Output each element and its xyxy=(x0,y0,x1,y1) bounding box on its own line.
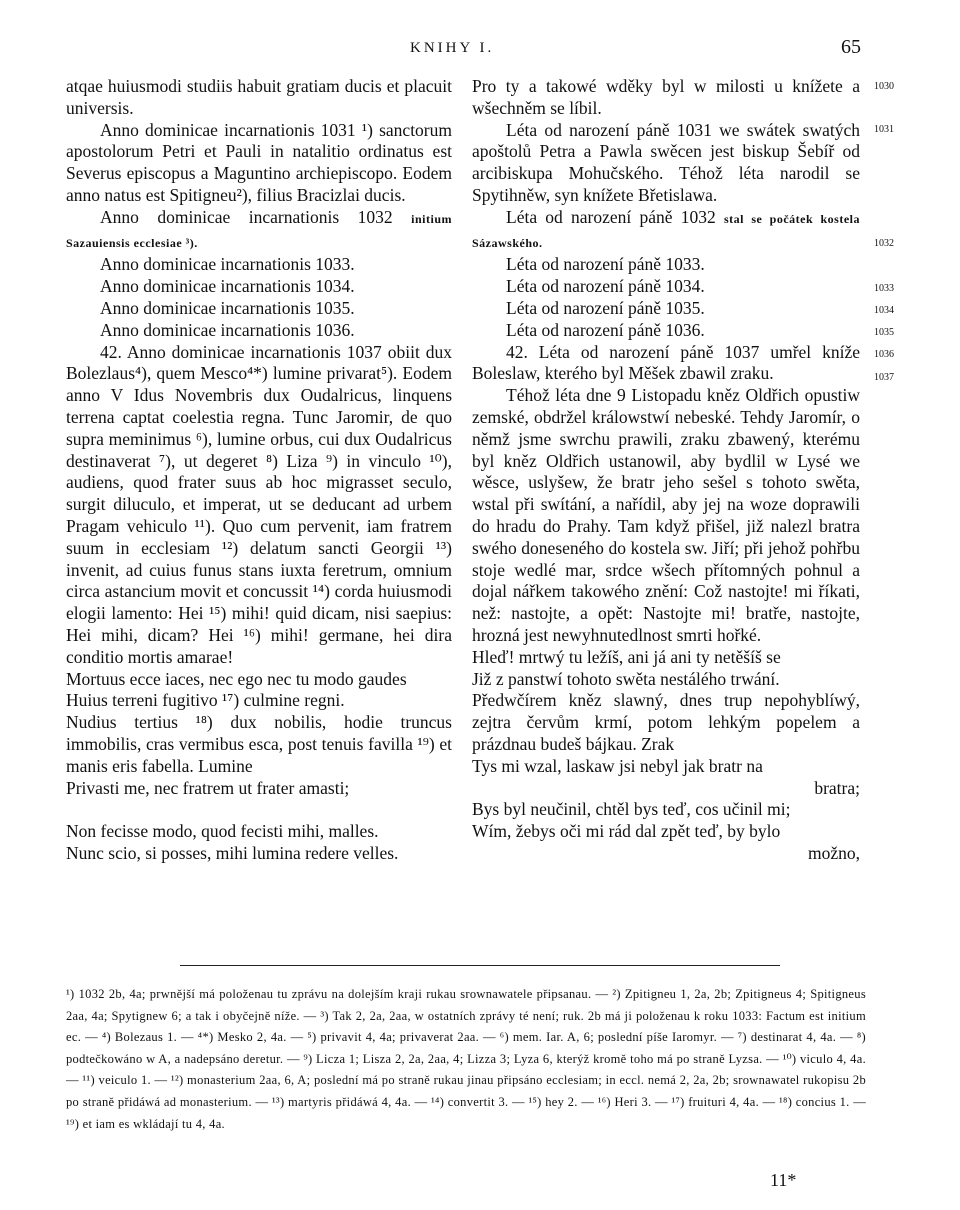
czech-entry-1035: Léta od narození páně 1035. xyxy=(506,297,705,318)
margin-year: 1034 xyxy=(874,305,894,316)
latin-entry-1032-note: initium Sazauiensis ecclesiae ³). xyxy=(66,211,452,250)
czech-verse-line: Již z panstwí tohoto swěta nestálého trwání. xyxy=(472,668,780,689)
latin-column xyxy=(66,76,452,865)
latin-entry-1036: Anno dominicae incarnationis 1036. xyxy=(100,319,355,340)
page-header xyxy=(0,34,960,64)
spacer xyxy=(66,799,452,821)
page-number: 65 xyxy=(841,36,861,58)
latin-entry-1033: Anno dominicae incarnationis 1033. xyxy=(100,254,355,275)
latin-verse-line: Non fecisse modo, quod fecisti mihi, malles. xyxy=(66,821,379,842)
margin-year: 1033 xyxy=(874,283,894,294)
latin-verse-line: Mortuus ecce iaces, nec ego nec tu modo gaudes xyxy=(66,668,407,689)
czech-paragraph: Léta od narození páně 1031 we swátek swatých apoštolů Petra a Pawla swěcen jest biskup Šebíř od arcibiskupa Mohučského. Téhož léta narodil se Spytihněw, syn knížete Břetislawa. xyxy=(472,119,860,205)
czech-column xyxy=(472,76,860,865)
czech-verse-line: Bys byl neučinil, chtěl bys teď, cos učinil mi; xyxy=(472,799,791,820)
signature-mark: 11* xyxy=(770,1170,797,1190)
footnote-rule xyxy=(180,965,780,966)
czech-verse-continuation: možno, xyxy=(807,842,860,863)
czech-paragraph: Téhož léta dne 9 Listopadu kněz Oldřich opustiw zemské, obdržel králowstwí nebeské. Tehdy Jaromír, o němž jsme swrchu prawili, zraku zbawený, kterému byl kněz Oldřich ustanowil, aby bydlil w Lysé we wěsce, uslyšew, že bratr jeho sešel s tohoto swěta, wstal při swítání, a nařídil, aby jej na woze doprawili do hradu do Prahy. Tam když přišel, již nalezl bratra swého doneseného do kostela sw. Jiří; při jehož pohřbu stoje wedlé mar, srdce wšech přítomných pohnul a dojal nářkem takowého znění: Což nastojte! mi říkati, než: nastojte, a opět: Nastojte mi! bratře, nastojte, hrozná jest newyhnutedlnost smrti hořké. xyxy=(472,385,860,645)
latin-verse-line: Privasti me, nec fratrem ut frater amasti; xyxy=(66,777,350,798)
czech-entry-1032-text: Léta od narození páně 1032 xyxy=(506,206,724,227)
latin-paragraph: atqae huiusmodi studiis habuit gratiam ducis et placuit universis. xyxy=(66,76,452,118)
czech-verse-line: Tys mi wzal, laskaw jsi nebyl jak bratr na xyxy=(472,755,763,776)
latin-entry-1034: Anno dominicae incarnationis 1034. xyxy=(100,276,355,297)
czech-entry-1032-note: stal se počátek kostela Sázawského. xyxy=(472,211,860,250)
latin-paragraph: Anno dominicae incarnationis 1031 ¹) sanctorum apostolorum Petri et Pauli in natalitio ordinatus est Severus episcopus a Maguntino archiepiscopo. Eodem anno natus est Spitigneu²), filius Bracizlai ducis. xyxy=(66,119,452,205)
latin-paragraph: Nudius tertius ¹⁸) dux nobilis, hodie truncus immobilis, cras vermibus esca, post tenuis favilla ¹⁹) et manis eris fabella. Lumine xyxy=(66,712,452,776)
czech-entry-1036: Léta od narození páně 1036. xyxy=(506,319,705,340)
czech-verse-line: Wím, žebys oči mi rád dal zpět teď, by bylo xyxy=(472,821,781,842)
czech-verse-line: Hleď! mrtwý tu ležíš, ani já ani ty netěšíš se xyxy=(472,646,781,667)
latin-entry-1032 xyxy=(66,207,452,255)
latin-paragraph-42: 42. Anno dominicae incarnationis 1037 obiit dux Bolezlaus⁴), quem Mesco⁴*) lumine privarat⁵). Eodem anno V Idus Novembris dux Oudalricus, linquens terrena captat coelestia regna. Tunc Jaromir, de quo supra meminimus ⁶), lumine orbus, cui dux Oudalricus destinaverat ⁷), ut degeret ⁸) Liza ⁹) in vinculo ¹⁰), audiens, quod frater suus ab hoc migrasset seculo, surgit diluculo, et imperat, ut se deducant ad urbem Pragam vehiculo ¹¹). Quo cum pervenit, iam fratrem suum in ecclesiam ¹²) delatum sancti Georgii ¹³) invenit, ad cuius funus stans iuxta feretrum, omnium circa astancium movit et concussit ¹⁴) corda huiusmodi elogii lamento: Hei ¹⁵) mihi! quid dicam, nisi saepius: Hei mihi, dicam? Hei ¹⁶) mihi! germane, hei dira conditio mortis amarae! xyxy=(66,341,452,667)
running-head: KNIHY I. xyxy=(410,40,495,56)
latin-entry-1032-text: Anno dominicae incarnationis 1032 xyxy=(100,206,412,227)
czech-verse-continuation: bratra; xyxy=(814,777,860,798)
margin-year: 1037 xyxy=(874,372,894,383)
latin-entry-1035: Anno dominicae incarnationis 1035. xyxy=(100,297,355,318)
footnotes: ¹) 1032 2b, 4a; prwnější má položenau tu zprávu na dolejším kraji rukau srownawatele připsanau. — ²) Zpitigneu 1, 2a, 2b; Zpitigneus 4; Spitigneus 2aa, 4a; Spytignew 6; a tak i obyčejně níže. — ³) Tak 2, 2a, 2aa, w ostatních zprávy té není; ruk. 2b má ji položenau k roku 1033: Factum est initium ec. — ⁴) Bolezaus 1. — ⁴*) Mesko 2, 4a. — ⁵) privavit 4, 4a; privaverat 2aa. — ⁶) mem. Iar. A, 6; poslední píše Iaromyr. — ⁷) destinarat 4, 4a. — ⁸) podtečkowáno w A, a nadepsáno deretur. — ⁹) Licza 1; Lisza 2, 2a, 2aa, 4; Lizza 3; Lyza 6, kterýž kromě toho má po straně Lyzsa. — ¹⁰) viculo 4, 4a. — ¹¹) veiculo 1. — ¹²) monasterium 2aa, 6, A; poslední má po straně rukau jinau připsáno ecclesiam; in eccl. nemá 2, 2a, 2b; srownawatel rukopisu 2b po straně přidáwá ad monasterium. — ¹³) martyris přidáwá 4, 4a. — ¹⁴) convertit 3. — ¹⁵) hey 2. — ¹⁶) Heri 3. — ¹⁷) fruituri 4, 4a. — ¹⁸) concius 1. — ¹⁹) et iam es wkládají tu 4, 4a. xyxy=(66,987,866,1131)
czech-paragraph: Pro ty a takowé wděky byl w milosti u knížete a wšechněm se líbil. xyxy=(472,76,860,118)
czech-paragraph: Předwčírem kněz slawný, dnes trup nepohyblíwý, zejtra červům krmí, potom lehkým popelem a prázdnau budeš bájkau. Zrak xyxy=(472,690,860,754)
czech-entry-1032 xyxy=(472,207,860,255)
margin-year: 1030 xyxy=(874,81,894,92)
latin-verse-line: Huius terreni fugitivo ¹⁷) culmine regni. xyxy=(66,690,345,711)
czech-entry-1033: Léta od narození páně 1033. xyxy=(506,254,705,275)
margin-year: 1035 xyxy=(874,327,894,338)
margin-year: 1032 xyxy=(874,238,894,249)
czech-entry-1034: Léta od narození páně 1034. xyxy=(506,276,705,297)
margin-year: 1036 xyxy=(874,349,894,360)
margin-year: 1031 xyxy=(874,124,894,135)
czech-paragraph-42: 42. Léta od narození páně 1037 umřel kníže Boleslaw, kterého byl Měšek zbawil zraku. xyxy=(472,341,860,384)
latin-verse-line: Nunc scio, si posses, mihi lumina redere velles. xyxy=(66,842,399,863)
